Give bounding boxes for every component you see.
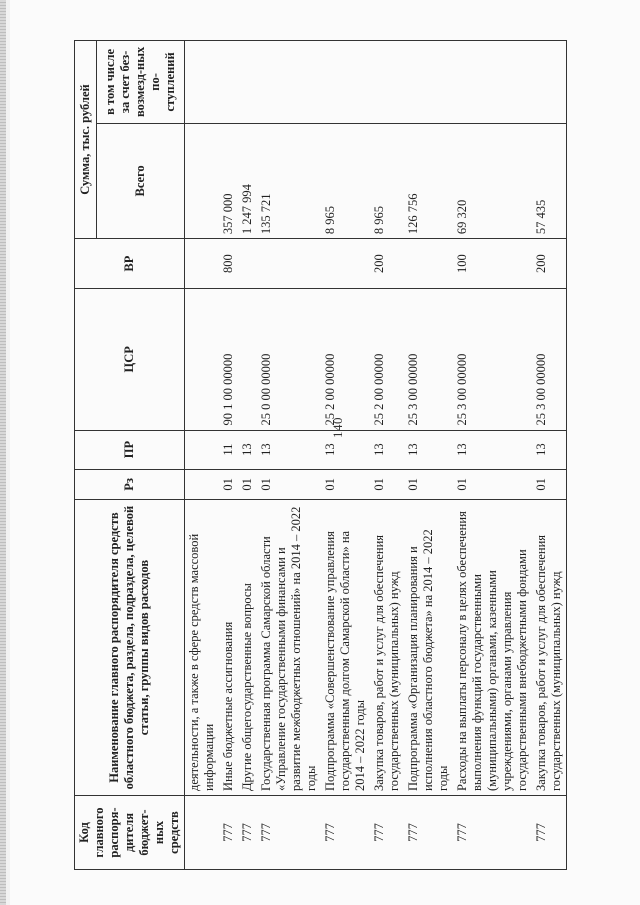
table-row <box>370 41 404 870</box>
cell-code: 777 <box>219 796 238 870</box>
budget-table <box>74 40 567 870</box>
header-code: Код главного распоря-дителя бюджет-ных средств <box>75 796 185 870</box>
cell-pr <box>185 430 220 469</box>
cell-name: Государственная программа Самарской области «Управление государственными финансами и развитие межбюджетных отношений» на 2014 – 2022 годы <box>257 500 321 796</box>
cell-pr: 13 <box>532 430 567 469</box>
cell-name: Закупка товаров, работ и услуг для обеспечения государственных (муниципальных) нужд <box>532 500 567 796</box>
cell-vr: 200 <box>370 239 404 289</box>
cell-total: 8 965 <box>321 123 370 238</box>
table-row <box>238 41 257 870</box>
cell-incl <box>219 41 238 124</box>
cell-rz: 01 <box>219 469 238 499</box>
cell-pr: 13 <box>404 430 453 469</box>
cell-csr: 25 2 00 00000 <box>370 289 404 430</box>
table-row <box>257 41 321 870</box>
cell-total <box>185 123 220 238</box>
cell-pr: 13 <box>370 430 404 469</box>
cell-csr: 25 0 00 00000 <box>257 289 321 430</box>
cell-incl <box>453 41 532 124</box>
cell-csr: 90 1 00 00000 <box>219 289 238 430</box>
cell-pr: 13 <box>238 430 257 469</box>
cell-rz: 01 <box>370 469 404 499</box>
cell-name: Другие общегосударственные вопросы <box>238 500 257 796</box>
cell-pr: 13 <box>257 430 321 469</box>
budget-table-rotated <box>74 40 578 870</box>
cell-name: Подпрограмма «Организация планирования и исполнения областного бюджета» на 2014 – 2022 годы <box>404 500 453 796</box>
table-row <box>453 41 532 870</box>
cell-total: 135 721 <box>257 123 321 238</box>
table-row <box>532 41 567 870</box>
cell-total: 1 247 994 <box>238 123 257 238</box>
cell-vr: 200 <box>532 239 567 289</box>
header-vr: ВР <box>75 239 185 289</box>
cell-code: 777 <box>404 796 453 870</box>
cell-vr: 800 <box>219 239 238 289</box>
cell-pr: 11 <box>219 430 238 469</box>
cell-rz: 01 <box>453 469 532 499</box>
header-name: Наименование главного распорядителя средств областного бюджета, раздела, подраздела, целевой статьи, группы видов расходов <box>75 500 185 796</box>
cell-total: 8 965 <box>370 123 404 238</box>
cell-code: 777 <box>532 796 567 870</box>
cell-csr <box>185 289 220 430</box>
table-row <box>404 41 453 870</box>
cell-vr <box>238 239 257 289</box>
cell-rz: 01 <box>321 469 370 499</box>
cell-name: Расходы на выплаты персоналу в целях обеспечения выполнения функций государственными (муниципальными) органами, казенными учреждениями, органами управления государственными внебюджетными фондами <box>453 500 532 796</box>
cell-total: 69 320 <box>453 123 532 238</box>
cell-csr: 25 3 00 00000 <box>532 289 567 430</box>
cell-rz: 01 <box>238 469 257 499</box>
cell-incl <box>257 41 321 124</box>
cell-vr <box>404 239 453 289</box>
cell-pr: 13 <box>321 430 370 469</box>
header-pr: ПР <box>75 430 185 469</box>
cell-incl <box>238 41 257 124</box>
cell-rz <box>185 469 220 499</box>
header-rz: Рз <box>75 469 185 499</box>
cell-rz: 01 <box>404 469 453 499</box>
cell-total: 57 435 <box>532 123 567 238</box>
page-number: 140 <box>330 417 345 438</box>
cell-rz: 01 <box>532 469 567 499</box>
cell-pr: 13 <box>453 430 532 469</box>
cell-code: 777 <box>321 796 370 870</box>
cell-total: 357 000 <box>219 123 238 238</box>
cell-name: Иные бюджетные ассигнования <box>219 500 238 796</box>
cell-code <box>185 796 220 870</box>
table-row <box>321 41 370 870</box>
cell-csr: 25 3 00 00000 <box>453 289 532 430</box>
table-row <box>185 41 220 870</box>
cell-total: 126 756 <box>404 123 453 238</box>
cell-name: Подпрограмма «Совершенствование управления государственным долгом Самарской области» на 2014 – 2022 годы <box>321 500 370 796</box>
cell-incl <box>321 41 370 124</box>
table-row <box>219 41 238 870</box>
cell-code: 777 <box>453 796 532 870</box>
cell-csr <box>238 289 257 430</box>
header-total: Всего <box>97 123 185 238</box>
cell-code: 777 <box>238 796 257 870</box>
cell-vr <box>321 239 370 289</box>
scan-edge <box>0 0 6 905</box>
cell-csr: 25 3 00 00000 <box>404 289 453 430</box>
header-csr: ЦСР <box>75 289 185 430</box>
header-incl: в том числе за счет без-возмезд-ных по-ступлений <box>97 41 185 124</box>
cell-incl <box>532 41 567 124</box>
cell-vr <box>185 239 220 289</box>
cell-incl <box>370 41 404 124</box>
cell-vr <box>257 239 321 289</box>
cell-incl <box>185 41 220 124</box>
cell-vr: 100 <box>453 239 532 289</box>
cell-csr: 25 2 00 00000 <box>321 289 370 430</box>
cell-incl <box>404 41 453 124</box>
cell-name: деятельности, а также в сфере средств массовой информации <box>185 500 220 796</box>
table-body <box>185 41 567 870</box>
header-sum-group: Сумма, тыс. рублей <box>75 41 97 239</box>
cell-code: 777 <box>370 796 404 870</box>
cell-code: 777 <box>257 796 321 870</box>
cell-name: Закупка товаров, работ и услуг для обеспечения государственных (муниципальных) нужд <box>370 500 404 796</box>
cell-rz: 01 <box>257 469 321 499</box>
